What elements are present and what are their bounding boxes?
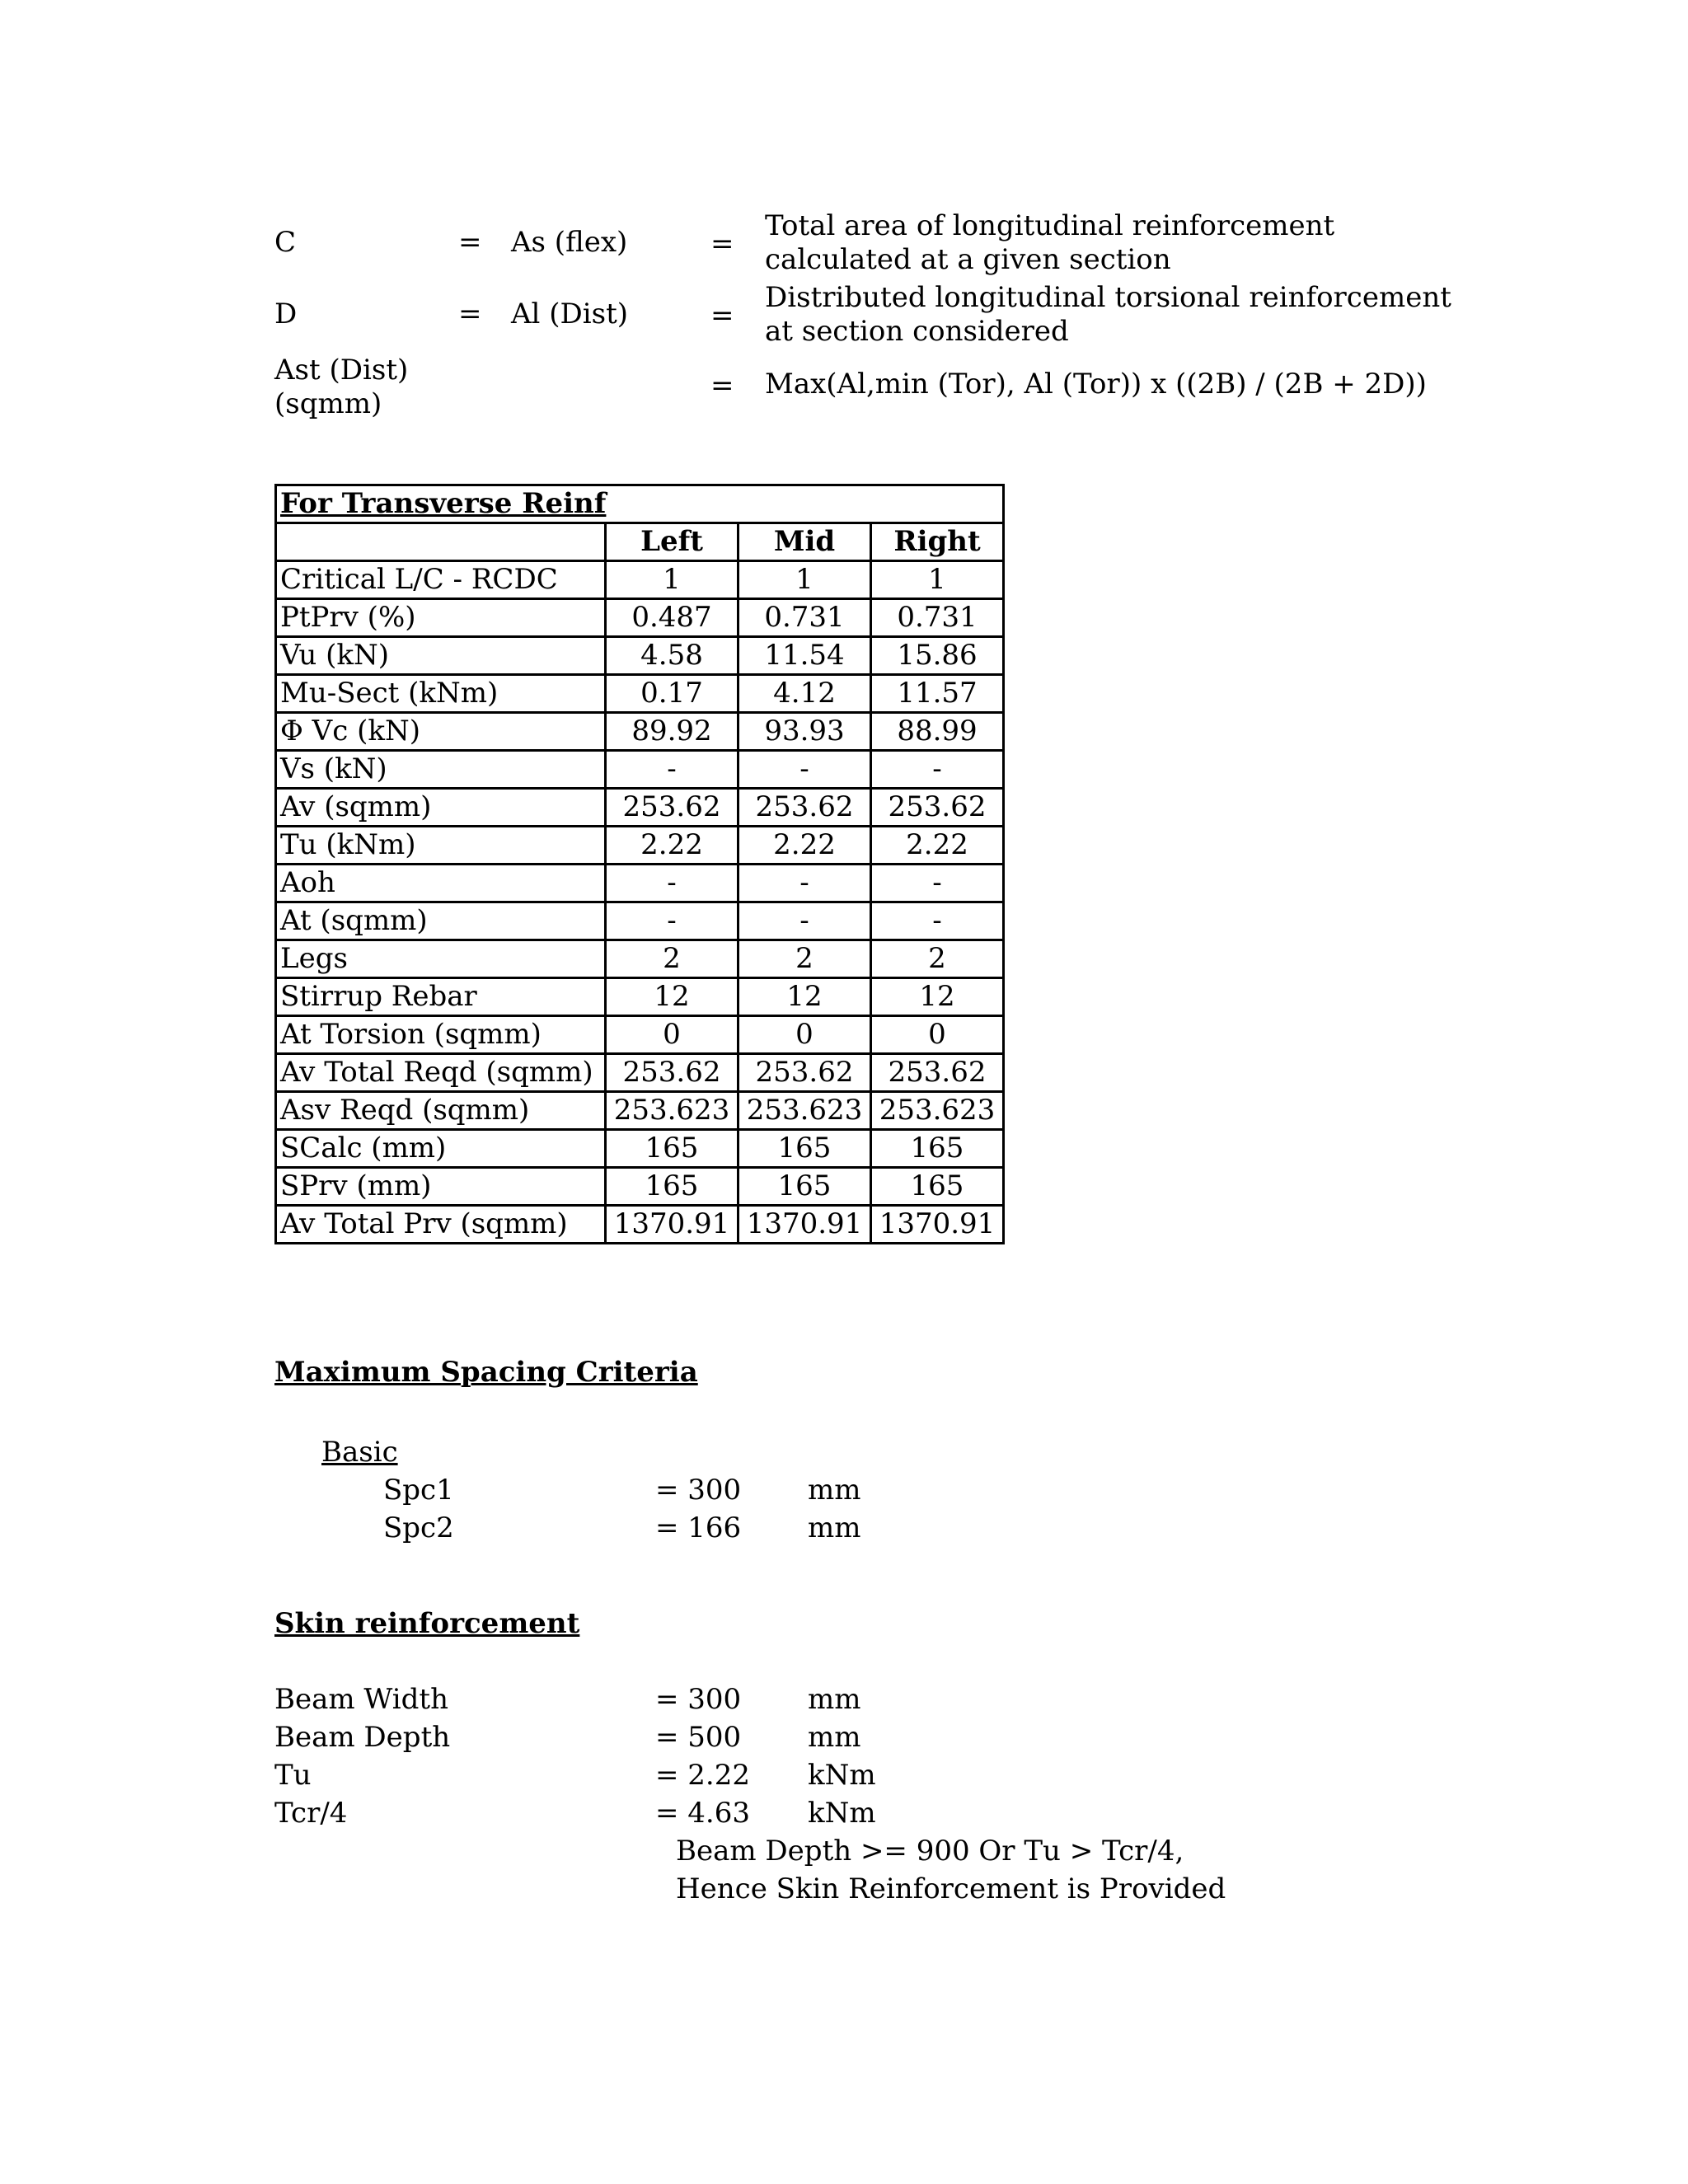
cell-left: 253.62 — [606, 789, 738, 827]
cell-mid: 2 — [738, 940, 871, 978]
cell-right: 1370.91 — [871, 1206, 1004, 1244]
skin-reinf-title: Skin reinforcement — [274, 1607, 580, 1640]
table-row — [276, 1016, 1004, 1054]
table-row — [276, 902, 1004, 940]
cell-left: 253.623 — [606, 1092, 738, 1130]
skin-conclusion-line1: Beam Depth >= 900 Or Tu > Tcr/4, — [676, 1835, 1184, 1868]
def-c-symbol: C — [274, 226, 297, 259]
row-label: SCalc (mm) — [276, 1130, 606, 1168]
table-header-row — [276, 523, 1004, 561]
cell-right: 165 — [871, 1130, 1004, 1168]
beam-width-unit: mm — [808, 1683, 861, 1716]
table-row — [276, 1054, 1004, 1092]
basic-label: Basic — [321, 1436, 398, 1469]
table-row — [276, 1092, 1004, 1130]
table-row — [276, 827, 1004, 865]
header-left: Left — [606, 523, 738, 561]
row-label: Legs — [276, 940, 606, 978]
cell-right: 1 — [871, 561, 1004, 599]
table-title-row — [276, 485, 1004, 523]
def-d-desc-line2: at section considered — [765, 315, 1069, 348]
cell-mid: 4.12 — [738, 675, 871, 713]
cell-mid: 165 — [738, 1168, 871, 1206]
row-label: Aoh — [276, 865, 606, 902]
def-ast-symbol-line2: (sqmm) — [274, 387, 382, 420]
row-label: Critical L/C - RCDC — [276, 561, 606, 599]
tcr4-unit: kNm — [808, 1797, 876, 1830]
tcr4-label: Tcr/4 — [274, 1797, 348, 1830]
table-row — [276, 637, 1004, 675]
table-row — [276, 865, 1004, 902]
cell-right: - — [871, 751, 1004, 789]
cell-right: 88.99 — [871, 713, 1004, 751]
cell-mid: 0 — [738, 1016, 871, 1054]
skin-conclusion-line2: Hence Skin Reinforcement is Provided — [676, 1872, 1226, 1905]
cell-mid: 1370.91 — [738, 1206, 871, 1244]
cell-left: 0.487 — [606, 599, 738, 637]
cell-left: 2.22 — [606, 827, 738, 865]
cell-right: - — [871, 865, 1004, 902]
cell-right: 15.86 — [871, 637, 1004, 675]
header-mid: Mid — [738, 523, 871, 561]
beam-depth-value: = 500 — [655, 1721, 742, 1754]
cell-left: 1 — [606, 561, 738, 599]
def-d-symbol: D — [274, 298, 298, 330]
cell-mid: 11.54 — [738, 637, 871, 675]
row-label: Vs (kN) — [276, 751, 606, 789]
table-row — [276, 561, 1004, 599]
row-label: Tu (kNm) — [276, 827, 606, 865]
spc1-unit: mm — [808, 1474, 861, 1507]
def-d-name: Al (Dist) — [511, 298, 629, 330]
cell-mid: 253.62 — [738, 1054, 871, 1092]
table-row — [276, 751, 1004, 789]
table-row — [276, 1168, 1004, 1206]
cell-right: 253.62 — [871, 789, 1004, 827]
spc1-label: Spc1 — [383, 1474, 454, 1507]
cell-mid: 253.62 — [738, 789, 871, 827]
cell-left: - — [606, 865, 738, 902]
row-label: Av Total Reqd (sqmm) — [276, 1054, 606, 1092]
beam-depth-unit: mm — [808, 1721, 861, 1754]
cell-mid: 12 — [738, 978, 871, 1016]
cell-left: - — [606, 902, 738, 940]
cell-right: 11.57 — [871, 675, 1004, 713]
cell-left: - — [606, 751, 738, 789]
cell-right: - — [871, 902, 1004, 940]
cell-right: 2 — [871, 940, 1004, 978]
row-label: At Torsion (sqmm) — [276, 1016, 606, 1054]
cell-mid: - — [738, 865, 871, 902]
beam-width-value: = 300 — [655, 1683, 742, 1716]
cell-right: 253.623 — [871, 1092, 1004, 1130]
table-row — [276, 1130, 1004, 1168]
def-ast-desc: Max(Al,min (Tor), Al (Tor)) x ((2B) / (2B + 2D)) — [765, 368, 1427, 401]
table-row — [276, 713, 1004, 751]
def-c-equals-1: = — [458, 226, 482, 259]
row-label: Vu (kN) — [276, 637, 606, 675]
cell-right: 0.731 — [871, 599, 1004, 637]
def-ast-equals: = — [710, 369, 734, 402]
cell-left: 4.58 — [606, 637, 738, 675]
def-d-equals-2: = — [710, 299, 734, 332]
cell-right: 0 — [871, 1016, 1004, 1054]
cell-left: 165 — [606, 1168, 738, 1206]
cell-left: 253.62 — [606, 1054, 738, 1092]
cell-mid: 2.22 — [738, 827, 871, 865]
table-row — [276, 1206, 1004, 1244]
row-label: SPrv (mm) — [276, 1168, 606, 1206]
def-ast-symbol-line1: Ast (Dist) — [274, 354, 409, 387]
transverse-reinf-table — [274, 484, 1005, 1244]
row-label: Av Total Prv (sqmm) — [276, 1206, 606, 1244]
table-row — [276, 675, 1004, 713]
tu-label: Tu — [274, 1759, 312, 1792]
def-d-equals-1: = — [458, 298, 482, 330]
row-label: Av (sqmm) — [276, 789, 606, 827]
def-c-name: As (flex) — [511, 226, 628, 259]
cell-left: 12 — [606, 978, 738, 1016]
header-right: Right — [871, 523, 1004, 561]
def-c-equals-2: = — [710, 227, 734, 260]
row-label: Stirrup Rebar — [276, 978, 606, 1016]
header-blank-cell — [276, 523, 606, 561]
beam-depth-label: Beam Depth — [274, 1721, 451, 1754]
cell-right: 12 — [871, 978, 1004, 1016]
cell-right: 253.62 — [871, 1054, 1004, 1092]
row-label: At (sqmm) — [276, 902, 606, 940]
spc2-label: Spc2 — [383, 1511, 454, 1544]
table-row — [276, 789, 1004, 827]
cell-mid: 1 — [738, 561, 871, 599]
cell-mid: 165 — [738, 1130, 871, 1168]
table-title: For Transverse Reinf — [276, 485, 1004, 523]
cell-mid: 0.731 — [738, 599, 871, 637]
spc2-value: = 166 — [655, 1511, 742, 1544]
max-spacing-title: Maximum Spacing Criteria — [274, 1356, 698, 1389]
cell-left: 2 — [606, 940, 738, 978]
cell-left: 1370.91 — [606, 1206, 738, 1244]
spc1-value: = 300 — [655, 1474, 742, 1507]
cell-left: 0.17 — [606, 675, 738, 713]
table-row — [276, 978, 1004, 1016]
tu-value: = 2.22 — [655, 1759, 750, 1792]
table-row — [276, 599, 1004, 637]
cell-left: 89.92 — [606, 713, 738, 751]
cell-mid: 253.623 — [738, 1092, 871, 1130]
def-c-desc-line1: Total area of longitudinal reinforcement — [765, 209, 1335, 242]
cell-mid: - — [738, 902, 871, 940]
spc2-unit: mm — [808, 1511, 861, 1544]
tu-unit: kNm — [808, 1759, 876, 1792]
beam-width-label: Beam Width — [274, 1683, 448, 1716]
cell-right: 165 — [871, 1168, 1004, 1206]
cell-left: 0 — [606, 1016, 738, 1054]
table-row — [276, 940, 1004, 978]
cell-mid: 93.93 — [738, 713, 871, 751]
cell-right: 2.22 — [871, 827, 1004, 865]
cell-left: 165 — [606, 1130, 738, 1168]
cell-mid: - — [738, 751, 871, 789]
row-label: Φ Vc (kN) — [276, 713, 606, 751]
def-c-desc-line2: calculated at a given section — [765, 243, 1171, 276]
row-label: Asv Reqd (sqmm) — [276, 1092, 606, 1130]
row-label: PtPrv (%) — [276, 599, 606, 637]
tcr4-value: = 4.63 — [655, 1797, 750, 1830]
row-label: Mu-Sect (kNm) — [276, 675, 606, 713]
def-d-desc-line1: Distributed longitudinal torsional reinforcement — [765, 281, 1451, 314]
